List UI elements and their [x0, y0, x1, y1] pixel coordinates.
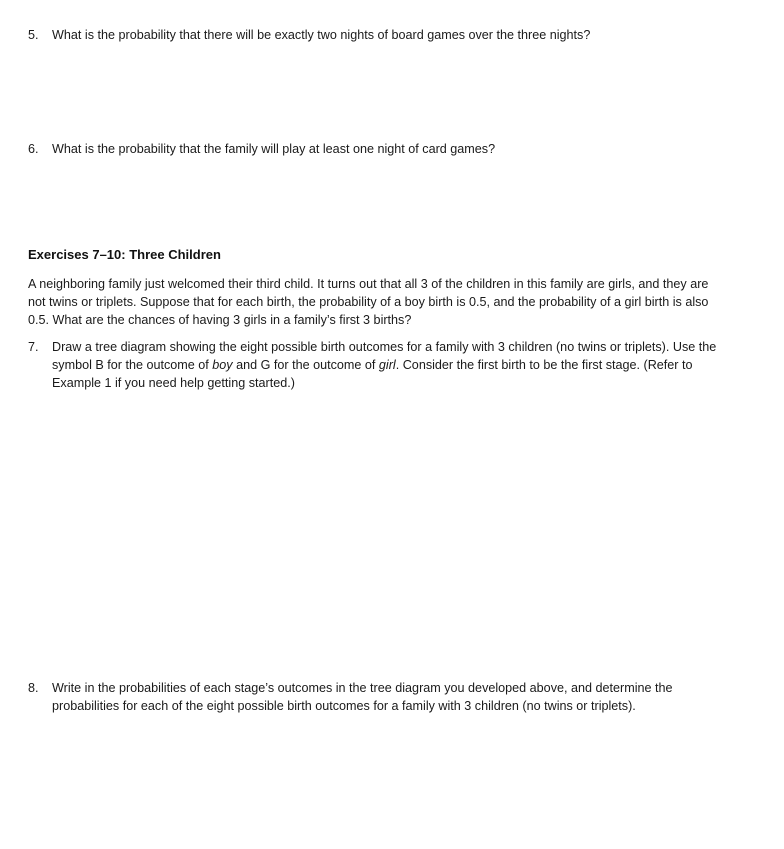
- question-text: What is the probability that the family will play at least one night of card games?: [52, 142, 496, 156]
- question-5: [28, 26, 748, 44]
- question-number: 7.: [28, 340, 39, 354]
- question-text: Write in the probabilities of each stage’s outcomes in the tree diagram you developed above, and determine the probabilities for each of the eight possible birth outcomes for a family with 3 children (no twins or triplets).: [52, 681, 673, 713]
- exercise-8: [28, 679, 718, 715]
- question-number: 6.: [28, 142, 39, 156]
- text-part: . Consider the first birth to be the first stage. (Refer to Example 1 if you need help getting started.): [52, 358, 693, 390]
- section-heading: Exercises 7–10: Three Children: [28, 247, 221, 262]
- question-6: [28, 140, 748, 158]
- emphasis-girl: girl: [378, 358, 396, 372]
- section-intro: A neighboring family just welcomed their third child. It turns out that all 3 of the children in this family are girls, and they are not twins or triplets. Suppose that for each birth, the probability of a boy birth is 0.5, and the probability of a girl birth is also 0.5. What are the chances of having 3 girls in a family’s first 3 births?: [28, 277, 709, 327]
- emphasis-boy: boy: [212, 358, 233, 372]
- question-number: 8.: [28, 681, 39, 695]
- question-number: 5.: [28, 28, 39, 42]
- question-text: What is the probability that there will be exactly two nights of board games over the three nights?: [52, 28, 591, 42]
- text-part: and G for the outcome of: [232, 358, 379, 372]
- exercise-7: [28, 338, 728, 392]
- question-text: [52, 338, 728, 392]
- text-part: Draw a tree diagram showing the eight possible birth outcomes for a family with 3 children (no twins or triplets). Use the symbol B for the outcome of: [52, 340, 717, 372]
